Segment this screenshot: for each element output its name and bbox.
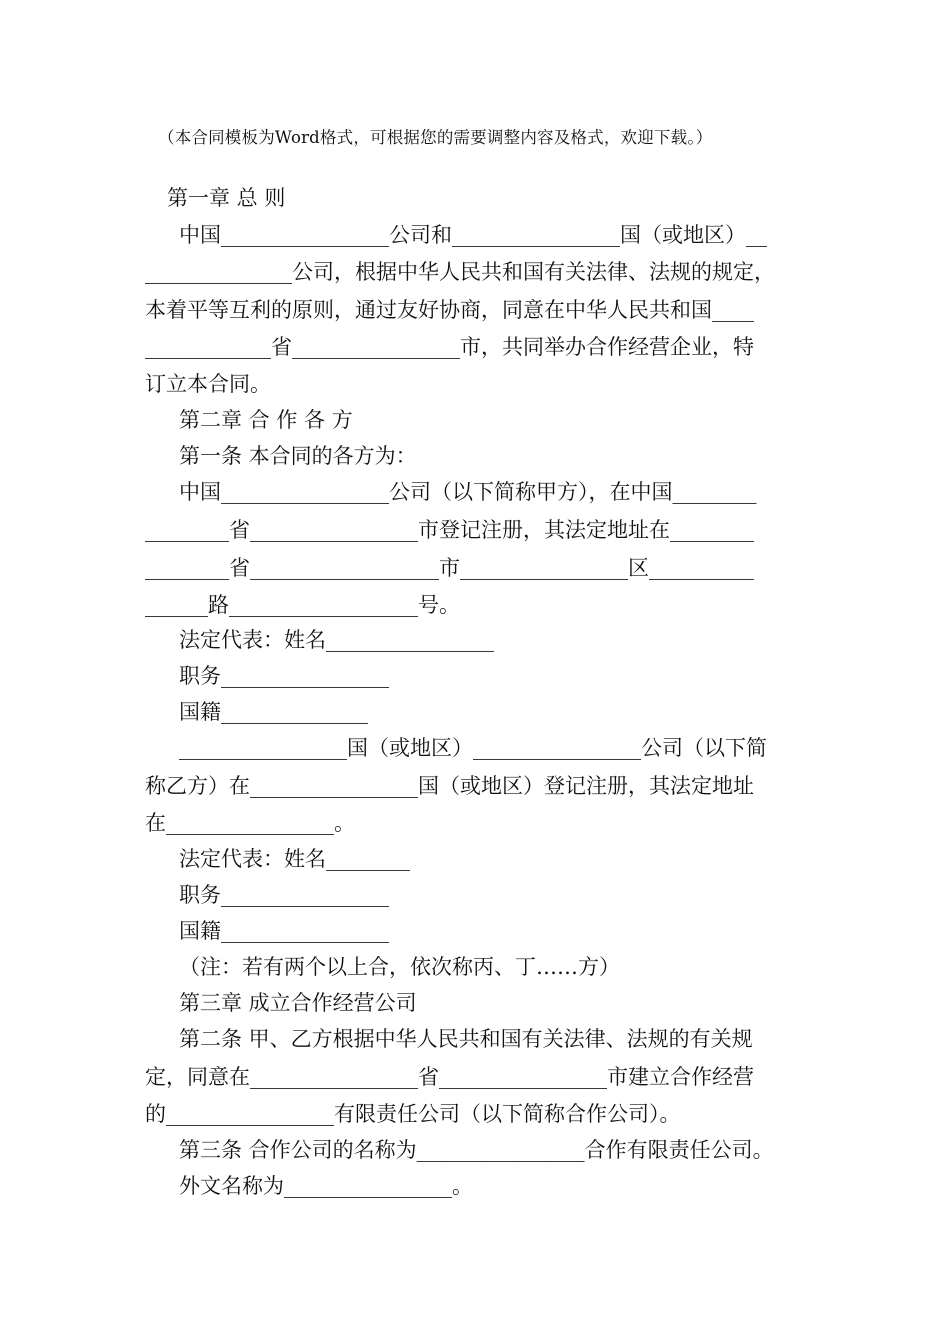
article-3: 第三条 合作公司的名称为________________合作有限责任公司。 bbox=[179, 1138, 774, 1162]
party-b-representative: 法定代表：姓名________ bbox=[179, 847, 410, 871]
text-line: 订立本合同。 bbox=[145, 372, 271, 396]
article-1: 第一条 本合同的各方为： bbox=[179, 444, 417, 468]
text-line: ______路__________________号。 bbox=[145, 593, 460, 617]
text-line: ____________省________________市，共同举办合作经营企业，特 bbox=[145, 335, 754, 359]
chapter-1-heading: 第一章 总 则 bbox=[167, 186, 286, 210]
template-note: （本合同模板为Word格式，可根据您的需要调整内容及格式，欢迎下载。） bbox=[158, 128, 713, 147]
text-line: 在________________。 bbox=[145, 811, 355, 835]
text-line: 称乙方）在________________国（或地区）登记注册，其法定地址 bbox=[145, 774, 754, 798]
text-line: 中国________________公司和________________国（或地区）__ bbox=[179, 223, 767, 247]
foreign-name-line: 外文名称为________________。 bbox=[179, 1174, 473, 1198]
text-line: ________________国（或地区）________________公司（以下简 bbox=[179, 736, 767, 760]
party-b-position: 职务________________ bbox=[179, 883, 389, 907]
text-line: 本着平等互利的原则，通过友好协商，同意在中华人民共和国____ bbox=[145, 298, 754, 322]
party-a-representative: 法定代表：姓名________________ bbox=[179, 628, 494, 652]
party-note: （注：若有两个以上合，依次称丙、丁……方） bbox=[179, 955, 620, 979]
party-b-nationality: 国籍________________ bbox=[179, 919, 389, 943]
text-line: 定，同意在________________省________________市建立合作经营 bbox=[145, 1065, 754, 1089]
chapter-3-heading: 第三章 成立合作经营公司 bbox=[179, 991, 417, 1015]
party-a-position: 职务________________ bbox=[179, 664, 389, 688]
article-2: 第二条 甲、乙方根据中华人民共和国有关法律、法规的有关规 bbox=[179, 1027, 753, 1051]
chapter-2-heading: 第二章 合 作 各 方 bbox=[179, 408, 353, 432]
text-line: ________省________________市登记注册，其法定地址在________ bbox=[145, 518, 754, 542]
text-line: 的________________有限责任公司（以下简称合作公司）。 bbox=[145, 1102, 681, 1126]
text-line: ________省__________________市________________区__________ bbox=[145, 556, 754, 580]
text-line: ______________公司，根据中华人民共和国有关法律、法规的规定， bbox=[145, 260, 775, 284]
text-line: 中国________________公司（以下简称甲方），在中国________ bbox=[179, 480, 757, 504]
party-a-nationality: 国籍______________ bbox=[179, 700, 368, 724]
